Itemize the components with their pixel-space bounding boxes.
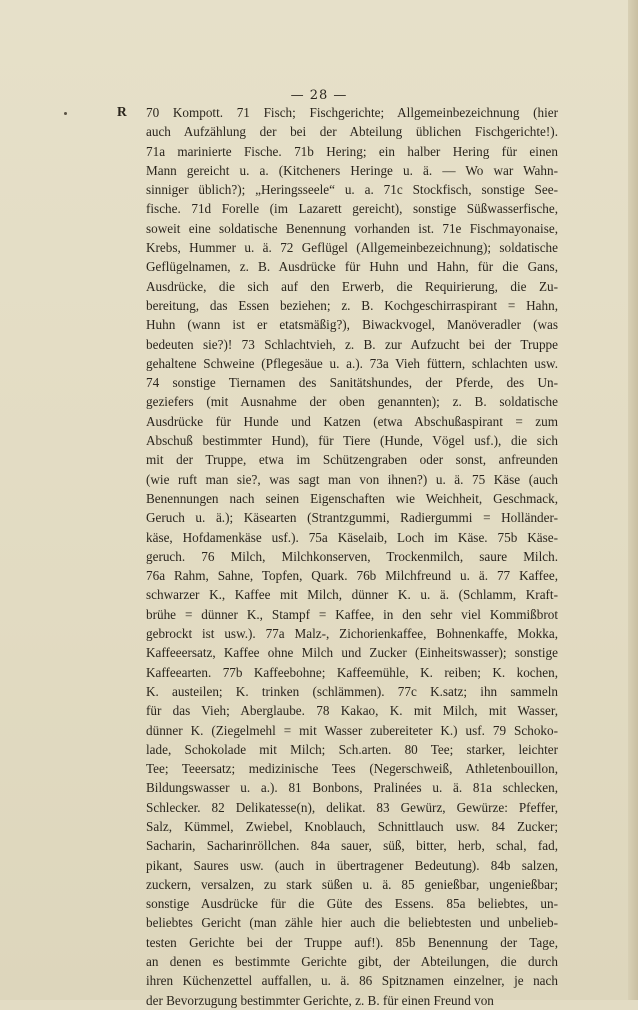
text-line: fische. 71d Forelle (im Lazarett gereicht), sonstige Süßwasserfische, [146, 201, 558, 217]
text-line: Kaffeeersatz, Kaffee ohne Milch und Zucker (Einheitswasser); sonstige [146, 645, 558, 661]
text-line: schwarzer K., Kaffee mit Milch, dünner K. u. ä. (Schlamm, Kraft- [146, 587, 558, 603]
text-line: der Bevorzugung bestimmter Gerichte, z. B. für einen Freund von [146, 992, 494, 1008]
text-line: ihren Küchenzettel auffallen, u. ä. 86 Spitznamen einzelner, je nach [146, 973, 558, 989]
text-line: dünner K. (Ziegelmehl = mit Wasser zubereiteter K.) usf. 79 Schoko- [146, 722, 558, 738]
text-line: gehaltene Schweine (Pflegesäue u. a.). 73a Vieh füttern, schlachten usw. [146, 355, 558, 371]
text-line: käse, Hofdamenkäse usf.). 75a Käselaib, Loch im Käse. 75b Käse- [146, 529, 558, 545]
text-line: testen Gerichte bei der Truppe auf!). 85b Benennung der Tage, [146, 934, 558, 950]
text-line: Abschuß bestimmter Hund), für Tiere (Hunde, Vögel usf.), die sich [146, 433, 558, 449]
text-line: Schlecker. 82 Delikatesse(n), delikat. 83 Gewürz, Gewürze: Pfeffer, [146, 799, 558, 815]
page-number: — 28 — [290, 88, 348, 103]
text-line: 70 Kompott. 71 Fisch; Fischgerichte; Allgemeinbezeichnung (hier [146, 105, 558, 120]
text-line: geziefers (mit Ausnahme der oben genannten); z. B. soldatische [146, 394, 558, 410]
text-line: pikant, Saures usw. (auch in übertragener Bedeutung). 84b salzen, [146, 857, 558, 873]
margin-letter: R [117, 104, 127, 119]
text-line: Huhn (wann ist er etatsmäßig?), Biwackvogel, Manöveradler (was [146, 317, 558, 333]
text-line: auch Aufzählung der bei der Abteilung üblichen Fischgerichte!). [146, 124, 558, 140]
text-line: Geruch u. ä.); Käsearten (Strantzgummi, Radiergummi = Holländer- [146, 510, 558, 526]
text-line: Salz, Kümmel, Zwiebel, Knoblauch, Schnittlauch usw. 84 Zucker; [146, 818, 558, 834]
text-line: für das Vieh; Aberglaube. 78 Kakao, K. mit Milch, mit Wasser, [146, 703, 558, 719]
text-line: bereitung, das Essen beziehen; z. B. Kochgeschirraspirant = Hahn, [146, 297, 558, 313]
text-line: sinniger üblich?); „Heringsseele“ u. a. 71c Stockfisch, sonstige See- [146, 182, 558, 198]
body-text [146, 103, 558, 1010]
text-line: K. austeilen; K. trinken (schlämmen). 77c K.satz; ihn sammeln [146, 683, 558, 699]
text-line: an denen es bestimmte Gerichte gibt, der Abteilungen, die durch [146, 954, 558, 970]
text-line: soweit eine soldatische Benennung vorhanden ist. 71e Fischmayonaise, [146, 220, 558, 236]
text-line: lade, Schokolade mit Milch; Sch.arten. 80 Tee; starker, leichter [146, 741, 558, 757]
text-line: (wie ruft man sie?, was sagt man von ihnen?) u. ä. 75 Käse (auch [146, 471, 558, 487]
text-line: Ausdrücke, die sich auf den Erwerb, die Requirierung, die Zu- [146, 278, 558, 294]
text-line: Krebs, Hummer u. ä. 72 Geflügel (Allgemeinbezeichnung); soldatische [146, 240, 558, 256]
text-line: beliebtes Gericht (man zähle hier auch die beliebtesten und unbelieb- [146, 915, 558, 931]
text-line: Benennungen nach seinen Eigenschaften wie Weichheit, Geschmack, [146, 490, 558, 506]
text-line: Ausdrücke für Hunde und Katzen (etwa Abschußaspirant = zum [146, 413, 558, 429]
text-line: Mann gereicht u. a. (Kitcheners Heringe u. ä. — Wo war Wahn- [146, 162, 558, 178]
text-line: 74 sonstige Tiernamen des Sanitätshundes, der Pferde, des Un- [146, 375, 558, 391]
text-line: Geflügelnamen, z. B. Ausdrücke für Huhn und Hahn, für die Gans, [146, 259, 558, 275]
text-line: gebrockt ist usw.). 77a Malz-, Zichorienkaffee, Bohnenkaffe, Mokka, [146, 626, 558, 642]
text-line: 71a marinierte Fische. 71b Hering; ein halber Hering für einen [146, 143, 558, 159]
text-line: zuckern, versalzen, zu stark süßen u. ä. 85 genießbar, ungenießbar; [146, 876, 558, 892]
text-line: bedeuten sie?)! 73 Schlachtvieh, z. B. zur Aufzucht bei der Truppe [146, 336, 558, 352]
text-line: brühe = dünner K., Stampf = Kaffee, in den sehr viel Kommißbrot [146, 606, 558, 622]
text-line: Bildungswasser u. a.). 81 Bonbons, Pralinées u. ä. 81a schlecken, [146, 780, 558, 796]
text-line: mit der Truppe, etwa im Schützengraben oder sonst, anfreunden [146, 452, 558, 468]
text-line: Tee; Teeersatz; medizinische Tees (Negerschweiß, Athletenbouillon, [146, 761, 558, 777]
margin-speck [64, 112, 67, 115]
text-line: sonstige Ausdrücke für die Güte des Essens. 85a beliebtes, un- [146, 896, 558, 912]
text-line: Kaffeearten. 77b Kaffeebohne; Kaffeemühle, K. reiben; K. kochen, [146, 664, 558, 680]
page-edge [628, 0, 638, 1000]
text-line: 76a Rahm, Sahne, Topfen, Quark. 76b Milchfreund u. ä. 77 Kaffee, [146, 568, 558, 584]
text-line: Sacharin, Sacharinröllchen. 84a sauer, süß, bitter, herb, schal, fad, [146, 838, 558, 854]
text-line: geruch. 76 Milch, Milchkonserven, Trockenmilch, saure Milch. [146, 548, 558, 564]
